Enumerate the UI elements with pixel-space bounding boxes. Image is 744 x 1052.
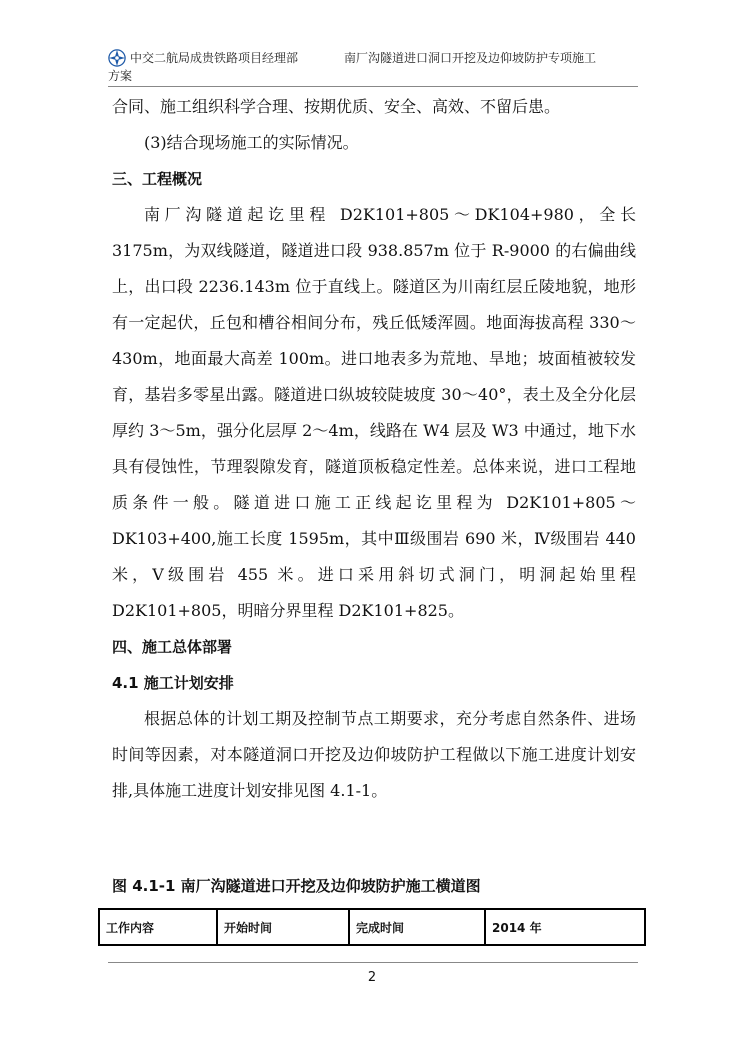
- column-header-year: 2014 年: [485, 909, 645, 945]
- company-logo-icon: [108, 49, 126, 67]
- paragraph-item-3: (3)结合现场施工的实际情况。: [144, 133, 359, 152]
- footer-divider: [108, 962, 638, 963]
- page-header: [108, 49, 638, 85]
- page-number: 2: [367, 970, 377, 985]
- paragraph-schedule-plan: 根据总体的计划工期及控制节点工期要求，充分考虑自然条件、进场时间等因素，对本隧道洞口开挖及边仰坡防护工程做以下施工进度计划安排,具体施工进度计划安排见图 4.1-1。: [112, 709, 636, 800]
- column-header-start: 开始时间: [217, 909, 349, 945]
- header-document-title: 南厂沟隧道进口洞口开挖及边仰坡防护专项施工: [344, 50, 597, 65]
- column-header-finish: 完成时间: [349, 909, 485, 945]
- document-body: [112, 89, 636, 809]
- header-organization: 中交二航局成贵铁路项目经理部: [130, 50, 299, 65]
- section-heading-3: 三、工程概况: [112, 170, 203, 188]
- gantt-table: [98, 908, 646, 946]
- section-heading-4: 四、施工总体部署: [112, 638, 233, 656]
- paragraph-continuation: 合同、施工组织科学合理、按期优质、安全、高效、不留后患。: [112, 97, 561, 116]
- table-header-row: [99, 909, 645, 945]
- paragraph-project-overview: 南厂沟隧道起讫里程 D2K101+805～DK104+980，全长 3175m，为双线隧道，隧道进口段 938.857m 位于 R-9000 的右偏曲线上，出口段 2236.143m 位于直线上。隧道区为川南红层丘陵地貌，地形有一定起伏，丘包和槽谷相间分布，残丘低矮浑圆。地面海拔高程 330～430m，地面最大高差 100m。进口地表多为荒地、旱地；坡面植被较发育，基岩多零星出露。隧道进口纵坡较陡坡度 30～40°，表土及全分化层厚约 3～5m，强分化层厚 2～4m，线路在 W4 层及 W3 中通过，地下水具有侵蚀性，节理裂隙发育，隧道顶板稳定性差。总体来说，进口工程地质条件一般。隧道进口施工正线起讫里程为 D2K101+805～DK103+400,施工长度 1595m，其中Ⅲ级围岩 690 米，Ⅳ级围岩 440 米，Ⅴ级围岩 455 米。进口采用斜切式洞门，明洞起始里程 D2K101+805，明暗分界里程 D2K101+825。: [112, 205, 636, 620]
- header-document-title-cont: 方案: [108, 69, 133, 83]
- subsection-heading-4-1: 4.1 施工计划安排: [112, 674, 234, 692]
- figure-caption: 图 4.1-1 南厂沟隧道进口开挖及边仰坡防护施工横道图: [112, 877, 481, 895]
- header-divider: [108, 86, 638, 87]
- column-header-work: 工作内容: [99, 909, 217, 945]
